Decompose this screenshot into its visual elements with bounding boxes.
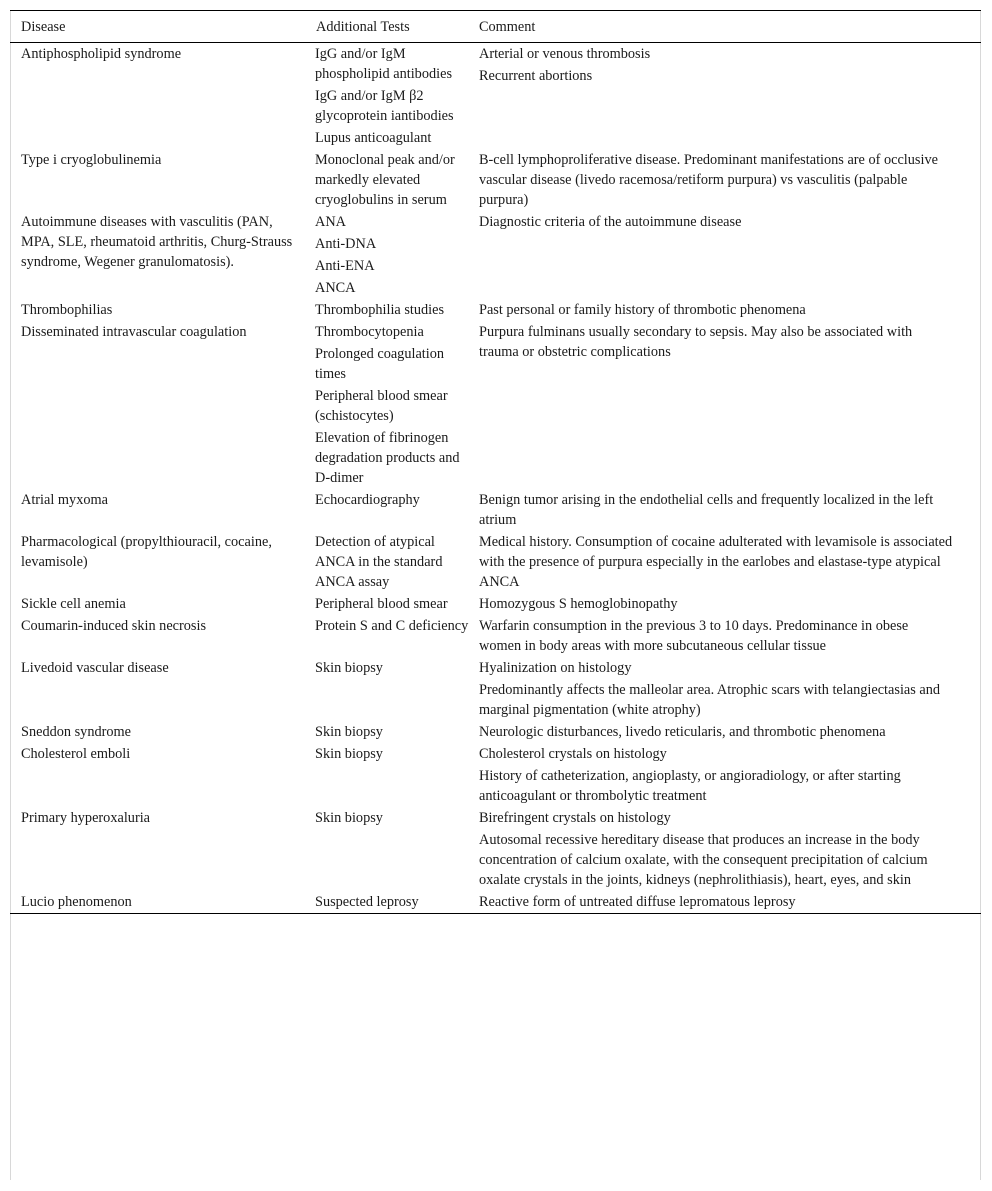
comment-cell [469, 211, 981, 299]
comment-cell [469, 299, 981, 321]
test-item: Peripheral blood smear (schistocytes) [315, 388, 448, 424]
additional-tests-cell [305, 43, 469, 150]
test-item: ANCA [315, 280, 356, 296]
test-item: Skin biopsy [315, 724, 383, 740]
comment-item: History of catheterization, angioplasty, or angioradiology, or after starting anticoagulant or thrombolytic treatment [479, 768, 901, 804]
disease-cell: Antiphospholipid syndrome [21, 46, 182, 62]
comment-cell [469, 743, 981, 807]
test-item: Anti-ENA [315, 258, 375, 274]
test-item: Skin biopsy [315, 660, 383, 676]
comment-item: Cholesterol crystals on histology [479, 746, 667, 762]
table-row [10, 807, 981, 891]
disease-cell: Coumarin-induced skin necrosis [21, 618, 207, 634]
table-row [10, 721, 981, 743]
table-header [10, 11, 981, 43]
additional-tests-cell [305, 211, 469, 299]
additional-tests-cell [305, 615, 469, 657]
comment-item: Diagnostic criteria of the autoimmune disease [479, 214, 742, 230]
disease-cell: Sneddon syndrome [21, 724, 131, 740]
header-comment: Comment [479, 18, 536, 35]
test-item: IgG and/or IgM β2 glycoprotein iantibodies [315, 88, 454, 124]
test-item: Peripheral blood smear [315, 596, 448, 612]
disease-cell: Atrial myxoma [21, 492, 108, 508]
disease-cell: Type i cryoglobulinemia [21, 152, 162, 168]
table-row [10, 299, 981, 321]
comment-cell [469, 721, 981, 743]
test-item: IgG and/or IgM phospholipid antibodies [315, 46, 453, 82]
additional-tests-cell [305, 721, 469, 743]
table-row [10, 891, 981, 914]
test-item: Lupus anticoagulant [315, 130, 432, 146]
disease-cell: Sickle cell anemia [21, 596, 126, 612]
comment-item: Predominantly affects the malleolar area. Atrophic scars with telangiectasias and marginal pigmentation (white atrophy) [479, 682, 941, 718]
table-row [10, 211, 981, 299]
additional-tests-cell [305, 807, 469, 891]
test-item: ANA [315, 214, 346, 230]
comment-item: Homozygous S hemoglobinopathy [479, 596, 678, 612]
disease-cell: Disseminated intravascular coagulation [21, 324, 247, 340]
test-item: Monoclonal peak and/or markedly elevated cryoglobulins in serum [315, 152, 455, 208]
comment-item: Autosomal recessive hereditary disease that produces an increase in the body concentration of calcium oxalate, with the consequent precipitation of calcium oxalate crystals in the joints, kidneys (nephrolithiasis), heart, eyes, and skin [479, 832, 928, 888]
comment-cell [469, 657, 981, 721]
comment-item: Arterial or venous thrombosis [479, 46, 651, 62]
comment-item: Medical history. Consumption of cocaine adulterated with levamisole is associated with the presence of purpura especially in the earlobes and elastase-type atypical ANCA [479, 534, 953, 590]
comment-cell [469, 43, 981, 150]
comment-item: Recurrent abortions [479, 68, 593, 84]
comment-cell [469, 891, 981, 914]
test-item: Skin biopsy [315, 810, 383, 826]
comment-item: Neurologic disturbances, livedo reticularis, and thrombotic phenomena [479, 724, 886, 740]
header-disease: Disease [21, 18, 66, 35]
additional-tests-cell [305, 149, 469, 211]
comment-item: Benign tumor arising in the endothelial cells and frequently localized in the left atrium [479, 492, 934, 528]
header-row [10, 11, 981, 43]
comment-item: B-cell lymphoproliferative disease. Predominant manifestations are of occlusive vascular disease (livedo racemosa/retiform purpura) vs vasculitis (palpable purpura) [479, 152, 938, 208]
additional-tests-cell [305, 299, 469, 321]
additional-tests-cell [305, 531, 469, 593]
test-item: Skin biopsy [315, 746, 383, 762]
comment-cell [469, 593, 981, 615]
disease-cell: Livedoid vascular disease [21, 660, 169, 676]
test-item: Prolonged coagulation times [315, 346, 445, 382]
table-row [10, 149, 981, 211]
table-row [10, 657, 981, 721]
comment-item: Reactive form of untreated diffuse lepromatous leprosy [479, 894, 796, 910]
test-item: Detection of atypical ANCA in the standard ANCA assay [315, 534, 443, 590]
disease-cell: Thrombophilias [21, 302, 113, 318]
comment-item: Warfarin consumption in the previous 3 to 10 days. Predominance in obese women in body areas with more subcutaneous cellular tissue [479, 618, 909, 654]
additional-tests-cell [305, 321, 469, 489]
table-row [10, 743, 981, 807]
test-item: Thrombophilia studies [315, 302, 445, 318]
test-item: Elevation of fibrinogen degradation products and D-dimer [315, 430, 460, 486]
test-item: Anti-DNA [315, 236, 377, 252]
test-item: Protein S and C deficiency [315, 618, 469, 634]
header-additional-tests: Additional Tests [316, 18, 410, 35]
comment-item: Birefringent crystals on histology [479, 810, 671, 826]
additional-tests-cell [305, 743, 469, 807]
comment-item: Past personal or family history of thrombotic phenomena [479, 302, 806, 318]
comment-item: Purpura fulminans usually secondary to sepsis. May also be associated with trauma or obstetric complications [479, 324, 913, 360]
disease-cell: Pharmacological (propylthiouracil, cocaine, levamisole) [21, 534, 272, 570]
additional-tests-cell [305, 657, 469, 721]
additional-tests-cell [305, 489, 469, 531]
table-body [10, 43, 981, 914]
comment-cell [469, 807, 981, 891]
additional-tests-cell [305, 593, 469, 615]
differential-diagnosis-table [10, 10, 981, 914]
table-row [10, 321, 981, 489]
comment-cell [469, 321, 981, 489]
disease-cell: Lucio phenomenon [21, 894, 132, 910]
comment-cell [469, 531, 981, 593]
table-row [10, 593, 981, 615]
test-item: Thrombocytopenia [315, 324, 424, 340]
disease-cell: Primary hyperoxaluria [21, 810, 151, 826]
disease-cell: Autoimmune diseases with vasculitis (PAN, MPA, SLE, rheumatoid arthritis, Churg-Strauss syndrome, Wegener granulomatosis). [21, 214, 293, 270]
table-row [10, 489, 981, 531]
disease-cell: Cholesterol emboli [21, 746, 131, 762]
table-row [10, 615, 981, 657]
comment-item: Hyalinization on histology [479, 660, 632, 676]
comment-cell [469, 615, 981, 657]
additional-tests-cell [305, 891, 469, 914]
test-item: Echocardiography [315, 492, 420, 508]
table-row [10, 531, 981, 593]
table-row [10, 43, 981, 150]
comment-cell [469, 149, 981, 211]
test-item: Suspected leprosy [315, 894, 419, 910]
comment-cell [469, 489, 981, 531]
